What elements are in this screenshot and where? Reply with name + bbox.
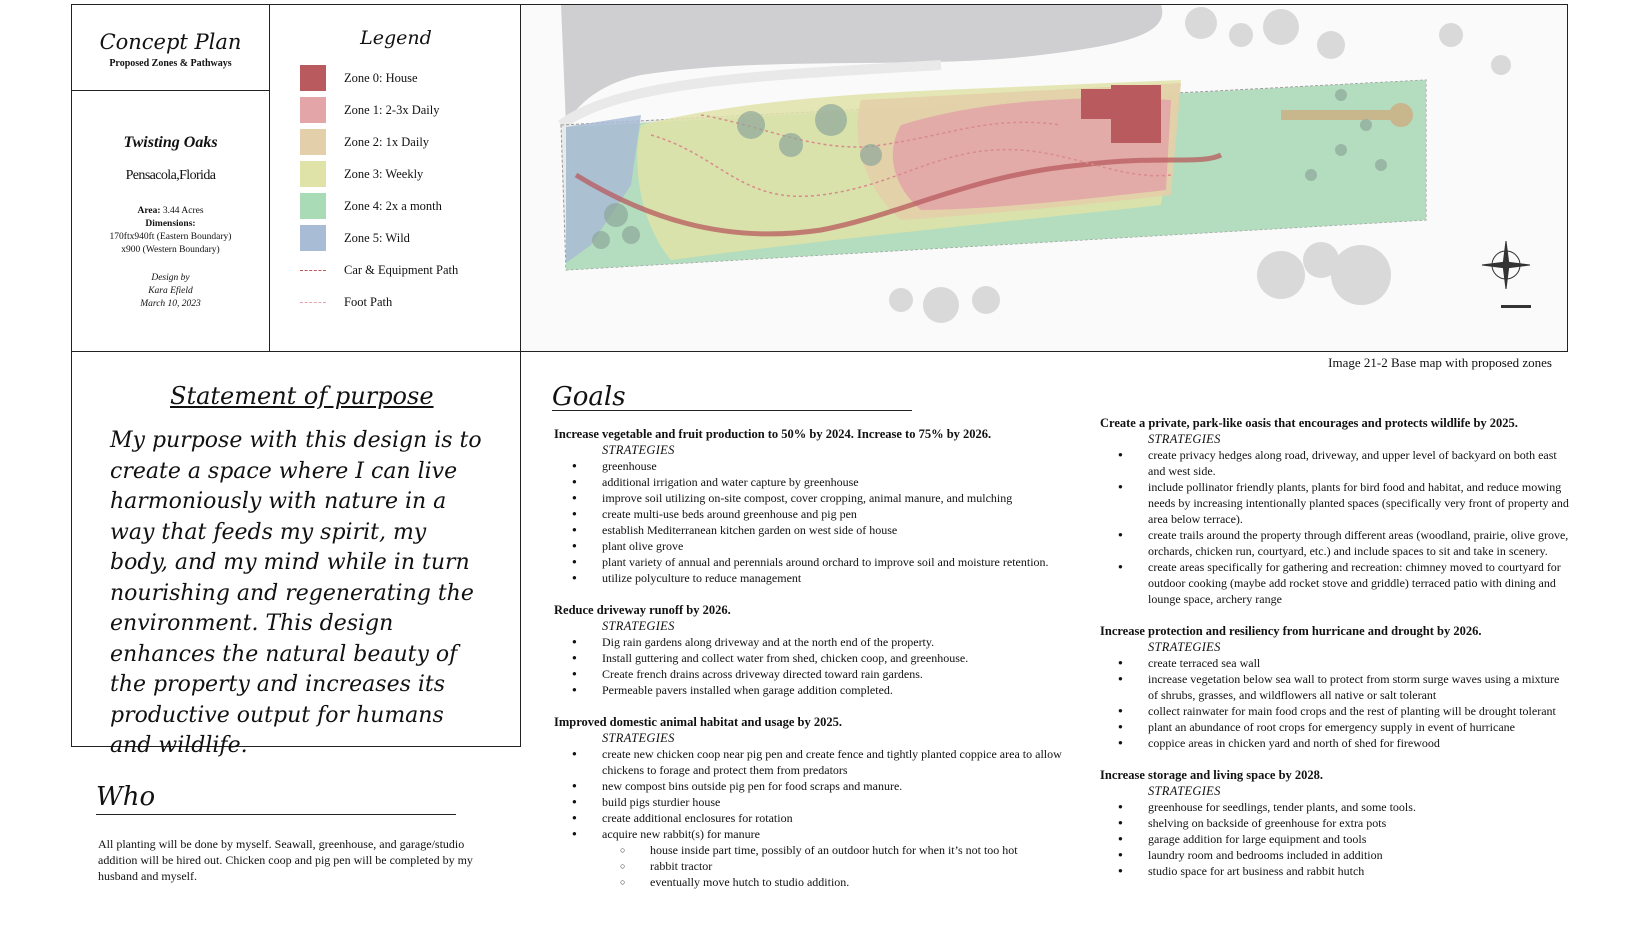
base-map-drawing (521, 5, 1568, 352)
legend-label: Zone 2: 1x Daily (344, 134, 430, 149)
list-item: ● laundry room and bedrooms included in addition (1100, 847, 1570, 863)
goal-storage (1100, 767, 1570, 879)
list-item: ● include pollinator friendly plants, plants for bird food and habitat, and reduce mowing needs by increasing intentionally planted spaces (specifically very front of property and area below terrace). (1100, 479, 1570, 527)
area-label: Area: (137, 206, 161, 216)
list-item: ● garage addition for large equipment and tools (1100, 831, 1570, 847)
zone3-swatch (300, 161, 326, 187)
dimensions-line1: 170ftx940ft (Eastern Boundary) (109, 232, 232, 242)
legend-item-zone4 (300, 193, 442, 219)
list-item: ● greenhouse for seedlings, tender plants, and some tools. (1100, 799, 1570, 815)
goal-title: Reduce driveway runoff by 2026. (554, 603, 731, 617)
list-item: ● create privacy hedges along road, driveway, and upper level of backyard on both east and west side. (1100, 447, 1570, 479)
legend-panel (269, 4, 521, 352)
list-item: ● collect rainwater for main food crops and the rest of planting will be drought tolerant (1100, 703, 1570, 719)
goals-column-1 (554, 426, 1074, 906)
goals-underline (552, 410, 912, 411)
area-value: 3.44 Acres (162, 206, 204, 216)
list-item: ● studio space for art business and rabbit hutch (1100, 863, 1570, 879)
legend-label: Zone 5: Wild (344, 230, 410, 245)
strategies-label: STRATEGIES (1148, 784, 1221, 798)
dimensions-line2: x900 (Western Boundary) (121, 245, 220, 255)
list-item: ● shelving on backside of greenhouse for extra pots (1100, 815, 1570, 831)
list-item: ● Create french drains across driveway directed toward rain gardens. (554, 666, 1074, 682)
legend-label: Zone 3: Weekly (344, 166, 424, 181)
list-item: ● plant an abundance of root crops for emergency supply in event of hurricane (1100, 719, 1570, 735)
strategies-label: STRATEGIES (1148, 640, 1221, 654)
who-text: All planting will be done by myself. Seawall, greenhouse, and garage/studio addition will be hired out. Chicken coop and pig pen will be completed by my husband and myself. (98, 837, 473, 883)
who-underline (96, 814, 456, 815)
list-item: ● create additional enclosures for rotation (554, 810, 1074, 826)
zone1-swatch (300, 97, 326, 123)
list-item: ● create areas specifically for gathering and recreation: chimney moved to courtyard for outdoor cooking (maybe add rocket stove and griddle) terraced patio with dining and lounge space, archery range (1100, 559, 1570, 607)
list-item: ● plant variety of annual and perennials around orchard to improve soil and moisture retention. (554, 554, 1074, 570)
goal-title: Improved domestic animal habitat and usage by 2025. (554, 715, 842, 729)
list-item: ● Install guttering and collect water from shed, chicken coop, and greenhouse. (554, 650, 1074, 666)
strategy-list (1100, 655, 1570, 751)
purpose-heading: Statement of purpose (170, 382, 434, 410)
dimensions-label: Dimensions: (145, 219, 196, 229)
list-item: ● create terraced sea wall (1100, 655, 1570, 671)
goal-animal-habitat (554, 714, 1074, 890)
list-item: ● improve soil utilizing on-site compost, cover cropping, animal manure, and mulching (554, 490, 1074, 506)
goal-title: Increase vegetable and fruit production to 50% by 2024. Increase to 75% by 2026. (554, 427, 992, 441)
zone5-swatch (300, 225, 326, 251)
goals-column-2 (1100, 415, 1570, 895)
strategies-label: STRATEGIES (602, 619, 675, 633)
sub-list-item: ○ house inside part time, possibly of an outdoor hutch for when it’s not too hot (554, 842, 1074, 858)
zone2-swatch (300, 129, 326, 155)
list-item: ● establish Mediterranean kitchen garden on west side of house (554, 522, 1074, 538)
list-item: ● create trails around the property through different areas (woodland, prairie, olive grove, orchards, chicken run, courtyard, etc.) and include spaces to sit and take in scenery. (1100, 527, 1570, 559)
legend-item-zone3 (300, 161, 423, 187)
concept-subtitle: Proposed Zones & Pathways (109, 58, 232, 69)
zone4-swatch (300, 193, 326, 219)
goal-title: Increase protection and resiliency from hurricane and drought by 2026. (1100, 624, 1482, 638)
legend-item-zone0 (300, 65, 418, 91)
strategy-list (554, 634, 1074, 698)
list-item: ● plant olive grove (554, 538, 1074, 554)
strategy-list (554, 746, 1074, 890)
design-credit (71, 272, 270, 311)
project-name: Twisting Oaks (123, 134, 218, 151)
strategies-label: STRATEGIES (602, 731, 675, 745)
list-item: ● Permeable pavers installed when garage addition completed. (554, 682, 1074, 698)
who-heading: Who (96, 782, 156, 812)
legend-label: Zone 4: 2x a month (344, 198, 442, 213)
goal-title: Create a private, park-like oasis that encourages and protects wildlife by 2025. (1100, 416, 1518, 430)
goal-oasis (1100, 415, 1570, 607)
goal-title: Increase storage and living space by 2028. (1100, 768, 1324, 782)
strategy-list (554, 458, 1074, 586)
designer-name: Kara Efield (148, 286, 193, 296)
map-caption: Image 21-2 Base map with proposed zones (1328, 355, 1552, 370)
legend-item-zone5 (300, 225, 410, 251)
legend-item-zone1 (300, 97, 439, 123)
legend-label: Car & Equipment Path (344, 262, 459, 277)
project-location: Pensacola,Florida (125, 168, 216, 183)
zone0-swatch (300, 65, 326, 91)
list-item: ● increase vegetation below sea wall to protect from storm surge waves using a mixture of shrubs, grasses, and wildflowers all native or salt tolerant (1100, 671, 1570, 703)
strategy-list (1100, 447, 1570, 607)
base-map (520, 4, 1568, 352)
strategy-list (1100, 799, 1570, 879)
goal-production (554, 426, 1074, 586)
list-item: ● create new chicken coop near pig pen and create fence and tightly planted coppice area to allow chickens to forage and protect them from predators (554, 746, 1074, 778)
list-item: ● create multi-use beds around greenhouse and pig pen (554, 506, 1074, 522)
purpose-text: My purpose with this design is to create a space where I can live harmoniously with nature in a way that feeds my spirit, my body, and my mind while in turn nourishing and regenerating the environment. This design enhances the natural beauty of the property and increases its productive output for humans and wildlife. (110, 428, 482, 758)
list-item: ● build pigs sturdier house (554, 794, 1074, 810)
list-item: ● new compost bins outside pig pen for food scraps and manure. (554, 778, 1074, 794)
sub-list-item: ○ eventually move hutch to studio addition. (554, 874, 1074, 890)
goals-heading: Goals (552, 382, 626, 412)
legend-label: Zone 0: House (344, 70, 418, 85)
project-area (71, 205, 270, 257)
strategies-label: STRATEGIES (602, 443, 675, 457)
legend-label: Foot Path (344, 294, 393, 309)
goal-resiliency (1100, 623, 1570, 751)
legend-label: Zone 1: 2-3x Daily (344, 102, 440, 117)
list-item: ● acquire new rabbit(s) for manure (554, 826, 1074, 842)
strategies-label: STRATEGIES (1148, 432, 1221, 446)
foot-path-swatch (300, 302, 326, 303)
list-item: ● greenhouse (554, 458, 1074, 474)
concept-title: Concept Plan (99, 30, 242, 54)
legend-item-car-path (300, 257, 458, 283)
goal-runoff (554, 602, 1074, 698)
legend-item-zone2 (300, 129, 429, 155)
design-by-label: Design by (151, 273, 190, 283)
concept-header-divider (71, 90, 270, 91)
list-item: ● coppice areas in chicken yard and north of shed for firewood (1100, 735, 1570, 751)
legend-title: Legend (360, 27, 432, 49)
legend-item-foot-path (300, 289, 392, 315)
list-item: ● Dig rain gardens along driveway and at the north end of the property. (554, 634, 1074, 650)
car-path-swatch (300, 270, 326, 271)
design-date: March 10, 2023 (140, 299, 201, 309)
list-item: ● utilize polyculture to reduce management (554, 570, 1074, 586)
sub-list-item: ○ rabbit tractor (554, 858, 1074, 874)
list-item: ● additional irrigation and water capture by greenhouse (554, 474, 1074, 490)
